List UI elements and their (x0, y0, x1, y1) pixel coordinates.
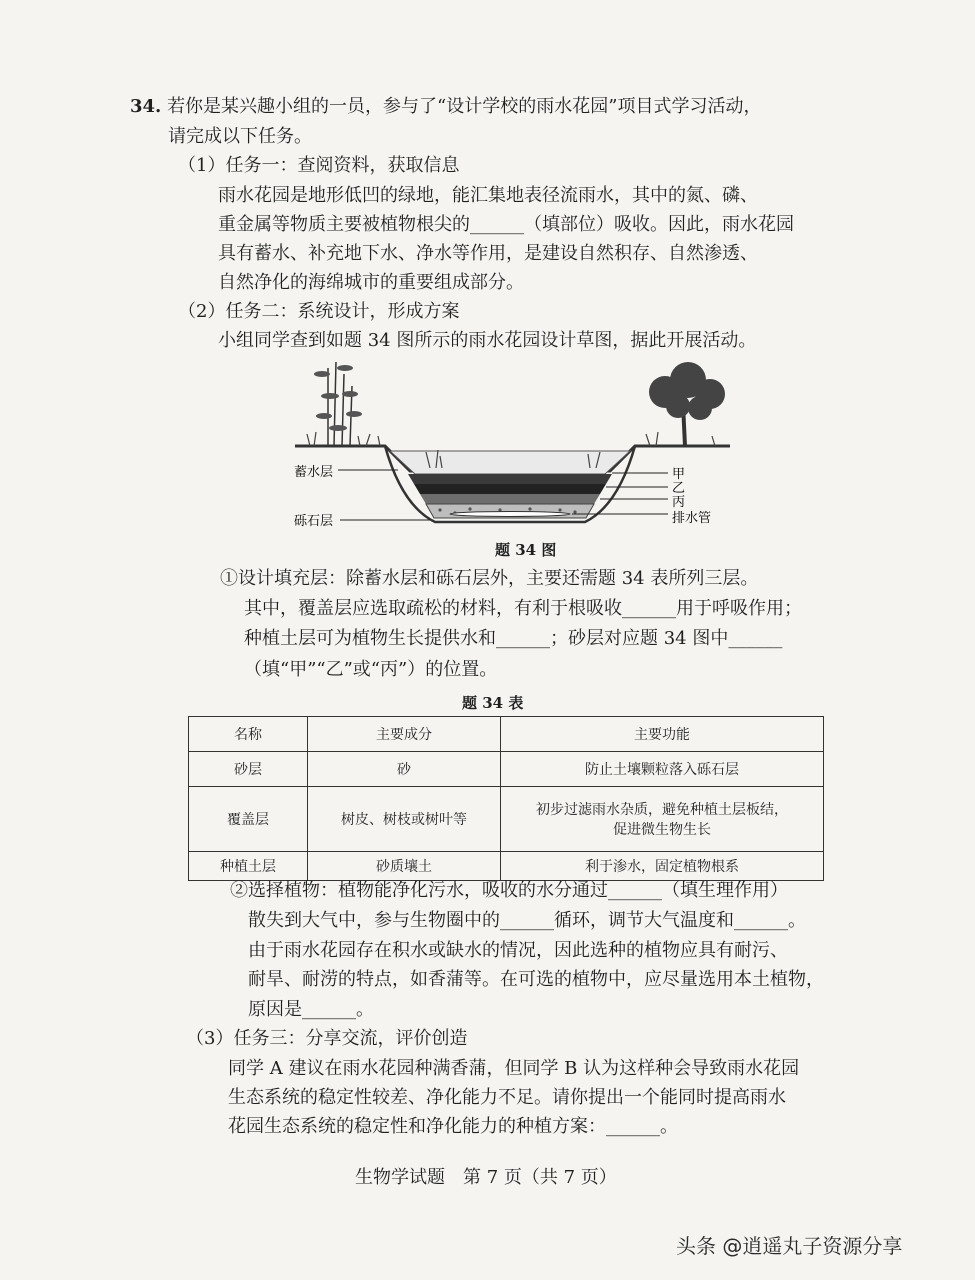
layer-bing (420, 494, 600, 504)
page-footer: 生物学试题 第 7 页（共 7 页） (355, 1167, 617, 1188)
table-cell: 防止土壤颗粒落入砾石层 (501, 752, 824, 787)
part2-line-3: 由于雨水花园存在积水或缺水的情况，因此选种的植物应具有耐污、 (248, 940, 788, 961)
layers-table (188, 716, 824, 881)
part2-line-4: 耐旱、耐涝的特点，如香蒲等。在可选的植物中，应尽量选用本土植物， (248, 969, 824, 990)
figure-caption: 题 34 图 (495, 541, 557, 559)
table-cell: 砂质壤土 (308, 852, 501, 881)
bamboo-leaves (314, 365, 362, 431)
task1-line-3: 具有蓄水、补充地下水、净水等作用，是建设自然积存、自然渗透、 (218, 243, 758, 264)
table-row (189, 752, 824, 787)
rain-garden-diagram (290, 356, 740, 531)
part1-line-3: 种植土层可为植物生长提供水和______；砂层对应题 34 图中______ (244, 628, 783, 649)
label-water-storage-layer: 蓄水层 (294, 465, 334, 480)
task1-heading: （1）任务一：查阅资料，获取信息 (178, 155, 460, 176)
label-yi: 乙 (672, 481, 686, 496)
table-cell: 利于渗水，固定植物根系 (501, 852, 824, 881)
part1-line-1: ①设计填充层：除蓄水层和砾石层外，主要还需题 34 表所列三层。 (220, 568, 759, 589)
table-title: 题 34 表 (462, 694, 524, 712)
task3-heading: （3）任务三：分享交流，评价创造 (186, 1028, 468, 1049)
part1-line-2: 其中，覆盖层应选取疏松的材料，有利于根吸收______用于呼吸作用； (244, 598, 802, 619)
task3-line-1: 同学 A 建议在雨水花园种满香蒲，但同学 B 认为这样种会导致雨水花园 (228, 1058, 800, 1079)
table-cell-line: 促进微生物生长 (613, 822, 711, 838)
task1-line-4: 自然净化的海绵城市的重要组成部分。 (218, 272, 524, 293)
task3-line-2: 生态系统的稳定性较差、净化能力不足。请你提出一个能同时提高雨水 (228, 1087, 786, 1108)
table-header: 主要成分 (308, 717, 501, 752)
part2-line-1: ②选择植物：植物能净化污水，吸收的水分通过______（填生理作用） (230, 880, 788, 901)
table-header: 主要功能 (501, 717, 824, 752)
part2-line-5: 原因是______。 (248, 999, 374, 1020)
table-row (189, 787, 824, 852)
watermark: 头条 @逍遥丸子资源分享 (676, 1234, 903, 1258)
label-gravel-layer: 砾石层 (294, 514, 334, 529)
question-number: 34. (130, 96, 162, 117)
task3-line-3: 花园生态系统的稳定性和净化能力的种植方案：______。 (228, 1116, 678, 1137)
layer-jia (408, 474, 612, 484)
table-row (189, 852, 824, 881)
table-cell: 砂层 (189, 752, 308, 787)
table-cell: 覆盖层 (189, 787, 308, 852)
task1-line-2: 重金属等物质主要被植物根尖的______（填部位）吸收。因此，雨水花园 (218, 214, 794, 235)
label-jia: 甲 (672, 467, 686, 482)
table-cell: 树皮、树枝或树叶等 (308, 787, 501, 852)
label-drain-pipe: 排水管 (672, 511, 712, 526)
table-cell-line: 初步过滤雨水杂质，避免种植土层板结， (536, 802, 788, 818)
layer-yi (414, 484, 606, 494)
bamboo-plant (328, 362, 352, 446)
table-cell: 砂 (308, 752, 501, 787)
table-header: 名称 (189, 717, 308, 752)
table-cell: 种植土层 (189, 852, 308, 881)
table-header-row (189, 717, 824, 752)
question-intro-line-1: 34. 若你是某兴趣小组的一员，参与了“设计学校的雨水花园”项目式学习活动， (130, 96, 762, 117)
tree-crown (649, 362, 725, 420)
table-cell (501, 787, 824, 852)
task2-intro: 小组同学查到如题 34 图所示的雨水花园设计草图，据此开展活动。 (218, 330, 757, 351)
question-intro-line-2: 请完成以下任务。 (168, 126, 312, 147)
part2-line-2: 散失到大气中，参与生物圈中的______循环，调节大气温度和______。 (248, 910, 806, 931)
part1-line-4: （填“甲”“乙”或“丙”）的位置。 (244, 659, 498, 680)
drain-pipe (450, 512, 570, 517)
task2-heading: （2）任务二：系统设计，形成方案 (178, 301, 460, 322)
label-bing: 丙 (672, 495, 686, 510)
task1-line-1: 雨水花园是地形低凹的绿地，能汇集地表径流雨水，其中的氮、磷、 (218, 185, 758, 206)
